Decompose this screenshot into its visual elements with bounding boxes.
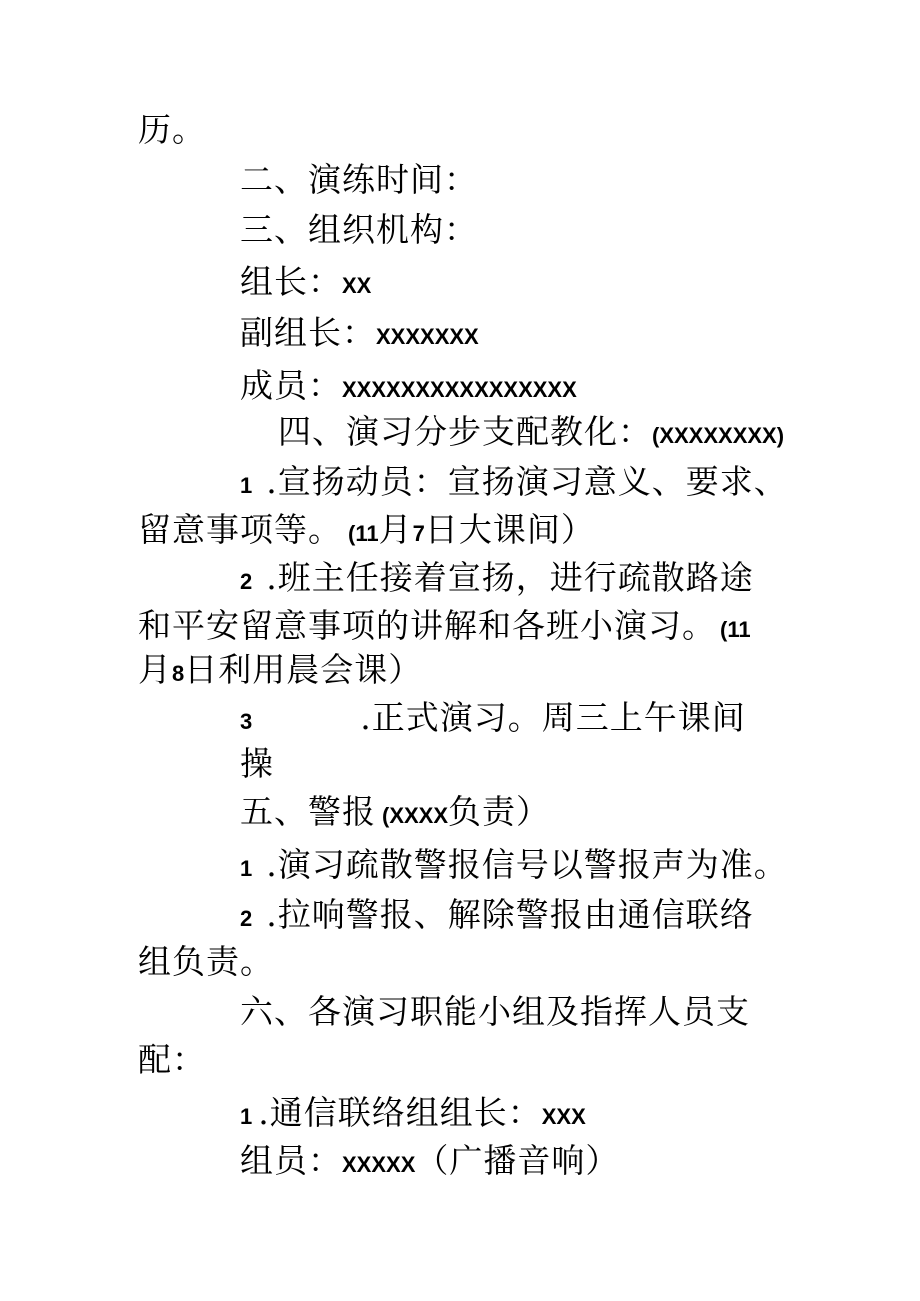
text-line: 组员：XXXXX（广播音响）: [240, 1141, 620, 1180]
section-heading: 六、各演习职能小组及指挥人员支: [240, 992, 750, 1031]
section-heading: 五、警报 (XXXX负责）: [240, 792, 551, 831]
list-item: 3 .正式演习。周三上午课间: [240, 698, 746, 737]
section-heading: 四、演习分步支配教化：(XXXXXXXX): [278, 412, 785, 451]
text-line: 组负责。: [138, 942, 274, 981]
list-item: 1 .演习疏散警报信号以警报声为准。: [240, 845, 788, 884]
text-line: 副组长：XXXXXXX: [240, 313, 479, 352]
list-item: 2 .班主任接着宣扬，进行疏散路途: [240, 558, 754, 597]
text-line: 操: [240, 744, 274, 783]
list-item: 1 .宣扬动员：宣扬演习意义、要求、: [240, 462, 788, 501]
list-item: 1 .通信联络组组长：XXX: [240, 1093, 586, 1132]
section-heading: 二、演练时间：: [240, 160, 478, 199]
text-line: 和平安留意事项的讲解和各班小演习。 (11: [138, 606, 751, 645]
text-line: 留意事项等。 (11月7日大课间）: [138, 510, 595, 549]
text-line: 月8日利用晨会课）: [138, 650, 423, 689]
text-line: 历。: [138, 110, 206, 149]
text-line: 成员：XXXXXXXXXXXXXXXX: [240, 366, 577, 405]
section-heading: 三、组织机构：: [240, 210, 478, 249]
list-item: 2 .拉响警报、解除警报由通信联络: [240, 895, 754, 934]
text-line: 配：: [138, 1040, 206, 1079]
text-line: 组长：XX: [240, 262, 372, 301]
